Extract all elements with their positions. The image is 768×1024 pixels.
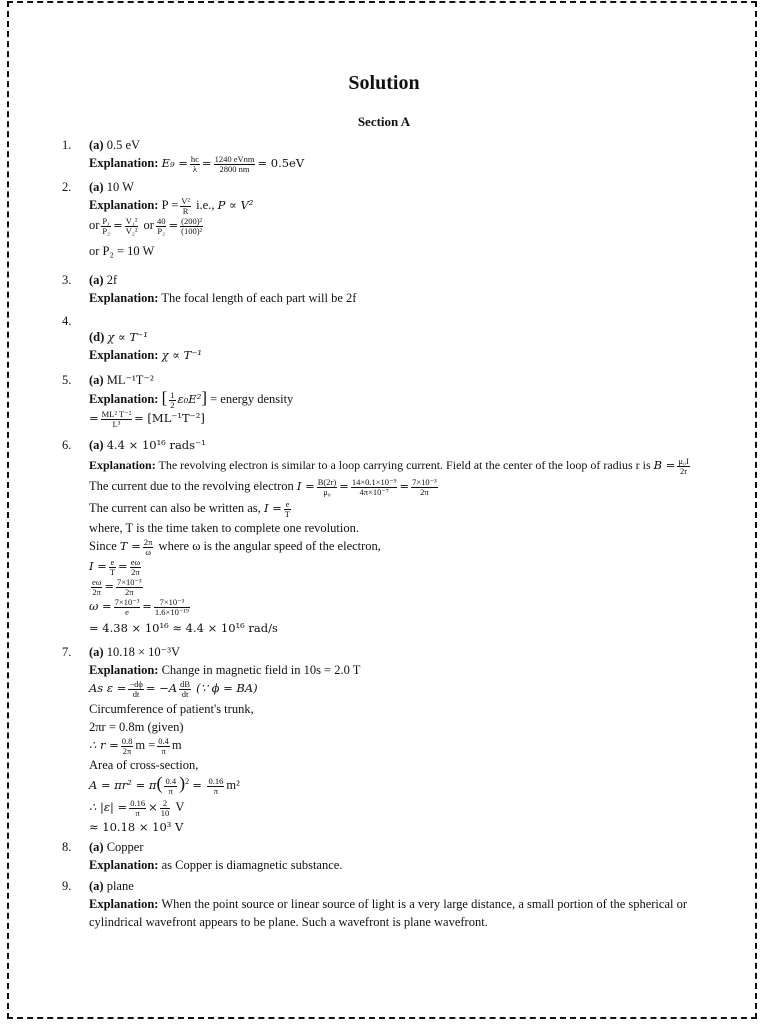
text: or bbox=[89, 218, 100, 232]
math-text: = 0.5eV bbox=[257, 156, 305, 170]
explanation-text: χ ∝ T⁻¹ bbox=[161, 348, 203, 362]
text-line: Circumference of patient's trunk, bbox=[89, 702, 254, 716]
explanation-text: When the point source or linear source of light is a very large distance, a small portion of the spherical or cylindrical wavefront appears to be plane. Such a wavefront is plane wavefront. bbox=[89, 897, 688, 929]
explanation-label: Explanation: bbox=[89, 663, 159, 677]
numerator: dB bbox=[180, 678, 191, 689]
equation-line bbox=[89, 679, 729, 700]
answer-text: 2f bbox=[106, 273, 118, 287]
numerator: P₁ bbox=[102, 215, 111, 226]
bracket: [ bbox=[161, 388, 168, 407]
denominator: π bbox=[213, 785, 219, 796]
math-text: P ∝ V² bbox=[217, 198, 254, 212]
fraction bbox=[214, 155, 256, 174]
answer-text: 4.4 × 10¹⁶ rads⁻¹ bbox=[106, 438, 206, 452]
denominator: 2800 nm bbox=[219, 163, 250, 174]
math-text: = −A bbox=[145, 681, 178, 695]
text: The current due to the revolving electron bbox=[89, 479, 294, 493]
explanation-text: The revolving electron is similar to a loop carrying current. Field at the center of the loop of radius r is bbox=[158, 458, 651, 472]
denominator: 2 bbox=[170, 399, 175, 410]
denominator: λ bbox=[192, 163, 197, 174]
denominator: 2r bbox=[680, 465, 688, 476]
equation-line: The current due to the revolving electron I = $\frac{B(2r)}{\text{μ₀}}$ = $\frac{\text{14×0.1×10⁻⁹}}{\text{4π×10⁻⁷}}$ = $\frac{\text{7×10⁻³}}{2\pi}$ bbox=[89, 476, 437, 497]
math-text: = [ML⁻¹T⁻²] bbox=[134, 411, 205, 425]
question-number: 3. bbox=[62, 273, 72, 287]
explanation-label: Explanation: bbox=[89, 858, 159, 872]
fraction bbox=[130, 558, 141, 577]
denominator: P₂ bbox=[157, 225, 166, 236]
numerator: (200)² bbox=[181, 215, 203, 226]
option-label: (a) bbox=[89, 273, 104, 287]
equation-line: $\frac{e\omega}{2\pi}$ = $\frac{\text{7×10⁻³}}{2\pi}$ bbox=[92, 576, 142, 597]
fraction bbox=[284, 500, 291, 519]
question-number: 5. bbox=[62, 373, 72, 387]
math-text: B = bbox=[653, 458, 676, 472]
numerator: ML² T⁻² bbox=[101, 408, 132, 419]
math-text: ω = bbox=[89, 599, 112, 613]
numerator: 14×0.1×10⁻⁹ bbox=[351, 476, 397, 487]
numerator: B(2r) bbox=[317, 476, 337, 487]
explanation-line bbox=[89, 389, 729, 409]
question-number: 8. bbox=[62, 840, 72, 854]
question-number: 7. bbox=[62, 645, 72, 659]
answer-text: ML⁻¹T⁻² bbox=[106, 373, 154, 387]
denominator: (100)² bbox=[181, 225, 203, 236]
equation-line bbox=[89, 537, 729, 557]
option-label: (a) bbox=[89, 645, 104, 659]
math-text: A = πr² = π bbox=[89, 778, 157, 792]
numerator: e bbox=[110, 556, 115, 567]
fraction bbox=[121, 737, 134, 756]
math-text: As ε = bbox=[89, 681, 127, 695]
numerator: 0.16 bbox=[130, 797, 146, 808]
denominator: 4π×10⁻⁷ bbox=[359, 486, 389, 497]
answer-text: χ ∝ T⁻¹ bbox=[107, 330, 148, 344]
answer-line bbox=[89, 877, 729, 895]
fraction bbox=[677, 457, 689, 476]
explanation-line bbox=[89, 196, 729, 216]
explanation-label: Explanation: bbox=[89, 198, 159, 212]
denominator: 2π bbox=[122, 745, 132, 756]
option-label: (a) bbox=[89, 840, 104, 854]
numerator: 7×10⁻³ bbox=[154, 598, 190, 608]
fraction bbox=[157, 737, 170, 756]
denominator: V₂² bbox=[125, 225, 138, 236]
text-line: where, T is the time taken to complete one revolution. bbox=[89, 521, 359, 535]
fraction bbox=[143, 538, 154, 557]
math-text: I = bbox=[89, 559, 107, 573]
explanation-text: = energy density bbox=[210, 392, 294, 406]
explanation-text: The focal length of each part will be 2f bbox=[161, 291, 357, 305]
math-text: ε₀E² bbox=[177, 392, 202, 406]
fraction bbox=[351, 478, 398, 497]
explanation-line: Explanation: E₉ = $\frac{hc}{\lambda}$ = $\frac{\text{1240 eVnm}}{2800 nm}$ = 0.5eV bbox=[89, 153, 305, 174]
numerator: 2 bbox=[160, 799, 171, 809]
text: Since bbox=[89, 539, 117, 553]
denominator: 2π bbox=[125, 586, 134, 597]
option-label: (d) bbox=[89, 330, 105, 344]
explanation-label: Explanation: bbox=[89, 348, 159, 362]
fraction bbox=[116, 578, 143, 597]
denominator: R bbox=[182, 205, 189, 216]
text: The current can also be written as, bbox=[89, 501, 261, 515]
answer-text: 0.5 eV bbox=[106, 138, 141, 152]
fraction bbox=[114, 598, 141, 617]
explanation-line bbox=[89, 289, 729, 307]
option-label: (a) bbox=[89, 373, 104, 387]
explanation-text: Change in magnetic field in 10s = 2.0 T bbox=[161, 663, 361, 677]
equation-line: or $\frac{\text{P₁}}{\text{P₂}}$ = $\frac{\text{V₁²}}{\text{V₂²}}$ or $\frac{40}{\text{P₂}}$ = $\frac{\text{(200)²}}{\text{(100)²}}$ bbox=[89, 215, 203, 236]
fraction bbox=[317, 478, 337, 497]
explanation-line bbox=[89, 346, 729, 364]
explanation-line bbox=[89, 456, 729, 477]
fraction bbox=[180, 217, 203, 236]
answer-line bbox=[89, 436, 729, 456]
math-text: I = bbox=[296, 479, 315, 493]
answer-line bbox=[89, 271, 729, 289]
fraction bbox=[156, 217, 167, 236]
denominator: μ₀ bbox=[323, 486, 331, 497]
math-text: I = bbox=[263, 501, 282, 515]
fraction bbox=[160, 799, 171, 818]
numerator: 7×10⁻³ bbox=[412, 476, 437, 487]
question-number: 4. bbox=[62, 314, 72, 328]
answer-line bbox=[89, 136, 729, 154]
numerator: 2π bbox=[143, 536, 153, 547]
math-text: T = bbox=[119, 539, 141, 553]
denominator: ω bbox=[145, 546, 151, 557]
fraction bbox=[190, 155, 200, 174]
explanation-text: as Copper is diamagnetic substance. bbox=[161, 858, 343, 872]
denominator: 1.6×10⁻¹⁹ bbox=[154, 606, 189, 617]
numerator: eω bbox=[92, 576, 102, 587]
equation-line: I = $\frac{e}{T}$ = $\frac{e\omega}{2\pi}$ bbox=[89, 556, 141, 577]
numerator: 40 bbox=[156, 215, 166, 226]
answer-line bbox=[89, 838, 729, 856]
fraction bbox=[128, 680, 144, 699]
math-text: ∴ r = bbox=[89, 738, 119, 752]
explanation-label: Explanation: bbox=[89, 291, 159, 305]
fraction bbox=[169, 391, 175, 410]
question-number: 6. bbox=[62, 438, 72, 452]
equation-line bbox=[89, 409, 729, 435]
question-number: 9. bbox=[62, 879, 72, 893]
numerator: −dϕ bbox=[129, 678, 143, 689]
fraction bbox=[207, 777, 224, 796]
answer-line bbox=[89, 643, 729, 661]
explanation-label: Explanation: bbox=[89, 156, 159, 170]
denominator: L³ bbox=[112, 418, 121, 429]
answer-line bbox=[89, 328, 729, 346]
denominator: T bbox=[284, 508, 290, 519]
option-label: (a) bbox=[89, 879, 104, 893]
explanation-line bbox=[89, 856, 729, 874]
numerator: 7×10⁻³ bbox=[114, 596, 140, 607]
text: or bbox=[143, 218, 154, 232]
fraction bbox=[179, 680, 191, 699]
question-number: 1. bbox=[62, 138, 72, 152]
text: where ω is the angular speed of the electron, bbox=[158, 539, 381, 553]
explanation-label: Explanation: bbox=[89, 392, 159, 406]
answer-text: plane bbox=[106, 879, 134, 893]
denominator: 10 bbox=[160, 807, 170, 818]
numerator: 0.16 bbox=[208, 775, 224, 786]
fraction bbox=[109, 558, 116, 577]
math-text: V bbox=[175, 800, 185, 814]
explanation-label: Explanation: bbox=[89, 897, 159, 911]
fraction bbox=[411, 478, 438, 497]
math-text: m = bbox=[135, 738, 156, 752]
fraction bbox=[91, 578, 102, 597]
denominator: π bbox=[135, 807, 140, 818]
explanation-line bbox=[89, 661, 729, 679]
math-text: = bbox=[89, 411, 99, 425]
answer-text: 10 W bbox=[106, 180, 134, 194]
text: i.e., bbox=[196, 198, 215, 212]
answer-text: Copper bbox=[106, 840, 144, 854]
numerator: V² bbox=[181, 195, 190, 206]
equation-line: or P₂ = 10 W bbox=[89, 244, 155, 258]
bracket: ] bbox=[201, 388, 207, 407]
numerator: V₁² bbox=[125, 215, 138, 226]
math-text: × bbox=[148, 800, 158, 814]
denominator: P₂ bbox=[102, 225, 111, 236]
denominator: T bbox=[109, 566, 116, 577]
denominator: e bbox=[125, 606, 129, 617]
equation-line bbox=[89, 798, 729, 818]
denominator: dt bbox=[132, 688, 140, 699]
equation-line: A = πr² = π( $\frac{0.4}{\pi}$ )$^2$ = $\frac{0.16}{\pi}$ m² bbox=[89, 773, 240, 796]
denominator: 2π bbox=[420, 486, 429, 497]
fraction bbox=[180, 197, 191, 216]
option-label: (a) bbox=[89, 180, 104, 194]
math-text: P = bbox=[161, 198, 179, 212]
option-label: (a) bbox=[89, 138, 104, 152]
numerator: 7×10⁻³ bbox=[117, 576, 142, 587]
fraction bbox=[125, 217, 139, 236]
equation-line: ≈ 10.18 × 10³ V bbox=[89, 820, 184, 834]
answer-text: 10.18 × 10⁻³V bbox=[106, 645, 181, 659]
fraction bbox=[129, 799, 146, 818]
math-text: m bbox=[171, 738, 182, 752]
numerator: 1 bbox=[170, 389, 175, 400]
fraction bbox=[101, 217, 111, 236]
numerator: 0.4 bbox=[165, 775, 177, 786]
equation-line: = 4.38 × 10¹⁶ ≈ 4.4 × 10¹⁶ rad/s bbox=[89, 621, 278, 635]
page-title: Solution bbox=[348, 72, 420, 94]
equation-line bbox=[89, 736, 729, 756]
math-text: = bbox=[192, 778, 206, 792]
fraction bbox=[154, 598, 190, 617]
question-number: 2. bbox=[62, 180, 72, 194]
math-text: E₉ = bbox=[161, 156, 188, 170]
numerator: 1240 eVnm bbox=[214, 153, 255, 164]
fraction bbox=[164, 777, 177, 796]
explanation-line bbox=[89, 895, 699, 931]
fraction bbox=[101, 410, 133, 429]
numerator: 0.8 bbox=[121, 735, 133, 746]
option-label: (a) bbox=[89, 438, 104, 452]
text-line: Area of cross-section, bbox=[89, 758, 199, 772]
numerator: 0.4 bbox=[158, 735, 169, 746]
numerator: eω bbox=[130, 556, 141, 567]
math-text: ∴ |ε| = bbox=[89, 800, 128, 814]
denominator: 2π bbox=[131, 566, 140, 577]
denominator: π bbox=[161, 745, 166, 756]
equation-line: ω = $\frac{\text{7×10⁻³}}{e}$ = $\frac{\text{7×10⁻³}}{\text{1.6×10⁻¹⁹}}$ bbox=[89, 596, 189, 617]
numerator: μ₀I bbox=[678, 455, 689, 466]
equation-line bbox=[89, 499, 729, 519]
explanation-label: Explanation: bbox=[89, 458, 156, 472]
math-text: (∵ ϕ = BA) bbox=[196, 681, 258, 695]
section-heading: Section A bbox=[357, 114, 411, 129]
denominator: π bbox=[168, 785, 173, 796]
denominator: dt bbox=[181, 688, 189, 699]
math-text: m² bbox=[226, 778, 240, 792]
equation-line: 2πr = 0.8m (given) bbox=[89, 720, 184, 734]
denominator: 2π bbox=[92, 586, 101, 597]
answer-line bbox=[89, 178, 729, 196]
answer-line bbox=[89, 371, 729, 389]
numerator: e bbox=[285, 498, 290, 509]
numerator: hc bbox=[190, 153, 199, 164]
